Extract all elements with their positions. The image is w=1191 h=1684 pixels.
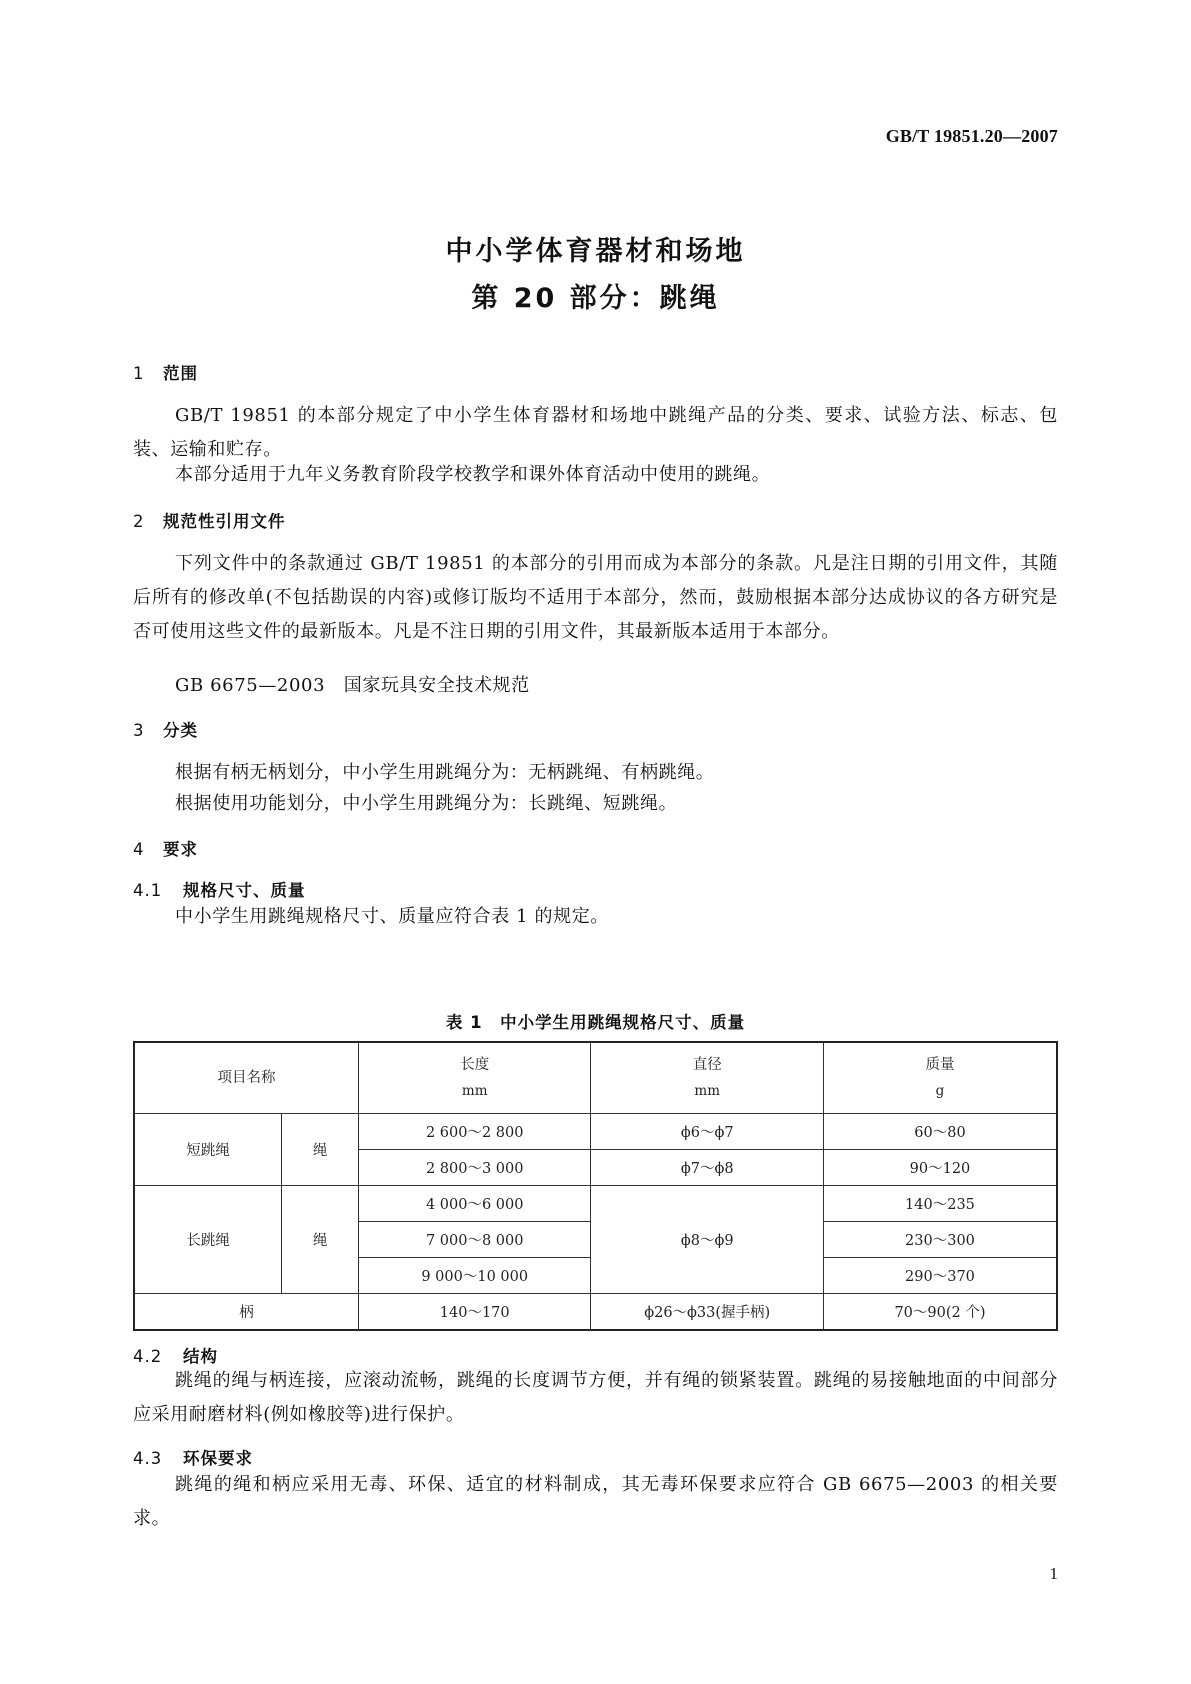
table-cell-mass: 90～120 — [823, 1150, 1057, 1186]
header-mass-label: 质量 — [925, 1057, 955, 1073]
section-number: 4.2 — [133, 1347, 163, 1366]
table-cell-length: 2 800～3 000 — [358, 1150, 590, 1186]
section-number: 3 — [133, 721, 145, 740]
section-3-paragraph-2: 根据使用功能划分，中小学生用跳绳分为：长跳绳、短跳绳。 — [175, 793, 678, 814]
table-cell-length: 2 600～2 800 — [358, 1114, 590, 1150]
table-cell-mass: 290～370 — [823, 1258, 1057, 1294]
header-diameter-label: 直径 — [692, 1057, 722, 1073]
table-cell-length: 7 000～8 000 — [358, 1222, 590, 1258]
header-mass-unit: g — [935, 1083, 945, 1099]
section-4-2-paragraph: 跳绳的绳与柄连接，应滚动流畅，跳绳的长度调节方便，并有绳的锁紧装置。跳绳的易接触地面的中间部分应采用耐磨材料(例如橡胶等)进行保护。 — [133, 1370, 1058, 1425]
header-diameter — [591, 1042, 824, 1114]
section-title: 规格尺寸、质量 — [183, 881, 306, 900]
page-number: 1 — [1049, 1564, 1058, 1583]
handle-name: 柄 — [134, 1294, 358, 1331]
section-1-paragraph-2: 本部分适用于九年义务教育阶段学校教学和课外体育活动中使用的跳绳。 — [175, 464, 771, 485]
section-4-3-heading — [133, 1445, 253, 1469]
table-row — [134, 1114, 1057, 1150]
section-title: 环保要求 — [183, 1449, 253, 1468]
section-4-3-paragraph: 跳绳的绳和柄应采用无毒、环保、适宜的材料制成，其无毒环保要求应符合 GB 6675—2003 的相关要求。 — [133, 1474, 1058, 1529]
header-mass — [823, 1042, 1057, 1114]
header-length-unit: mm — [461, 1083, 488, 1099]
section-3-heading — [133, 717, 198, 741]
section-title: 要求 — [163, 840, 198, 859]
table-row — [134, 1186, 1057, 1222]
header-length-label: 长度 — [460, 1057, 490, 1073]
section-title: 分类 — [163, 721, 198, 740]
table-cell-length: 140～170 — [358, 1294, 590, 1331]
table-cell-length: 4 000～6 000 — [358, 1186, 590, 1222]
table-cell-mass: 140～235 — [823, 1186, 1057, 1222]
long-rope-name: 长跳绳 — [134, 1186, 282, 1294]
table-cell-mass: 230～300 — [823, 1222, 1057, 1258]
table-cell-diameter: ϕ26～ϕ33(握手柄) — [591, 1294, 824, 1331]
header-length — [358, 1042, 590, 1114]
normative-reference: GB 6675—2003 国家玩具安全技术规范 — [175, 675, 530, 696]
table-cell-mass: 60～80 — [823, 1114, 1057, 1150]
short-rope-part: 绳 — [282, 1114, 359, 1186]
section-3-paragraph-1: 根据有柄无柄划分，中小学生用跳绳分为：无柄跳绳、有柄跳绳。 — [175, 762, 715, 783]
section-4-1-paragraph: 中小学生用跳绳规格尺寸、质量应符合表 1 的规定。 — [175, 906, 609, 927]
section-4-heading — [133, 836, 198, 860]
table-row-handle — [134, 1294, 1057, 1331]
section-title: 范围 — [163, 364, 198, 383]
section-2-heading — [133, 508, 286, 532]
section-title: 结构 — [183, 1347, 218, 1366]
section-1-heading — [133, 360, 198, 384]
table-cell-diameter: ϕ7～ϕ8 — [591, 1150, 824, 1186]
long-rope-diameter: ϕ8～ϕ9 — [591, 1186, 824, 1294]
standard-code: GB/T 19851.20—2007 — [885, 126, 1058, 146]
section-title: 规范性引用文件 — [163, 512, 286, 531]
table-cell-diameter: ϕ6～ϕ7 — [591, 1114, 824, 1150]
document-subtitle: 第 20 部分：跳绳 — [471, 283, 720, 314]
section-4-1-heading — [133, 877, 306, 901]
long-rope-part: 绳 — [282, 1186, 359, 1294]
table-header-row — [134, 1042, 1057, 1114]
table-cell-mass: 70～90(2 个) — [823, 1294, 1057, 1331]
section-number: 2 — [133, 512, 145, 531]
section-1-paragraph-1: GB/T 19851 的本部分规定了中小学生体育器材和场地中跳绳产品的分类、要求、试验方法、标志、包装、运输和贮存。 — [133, 405, 1058, 460]
table-caption: 表 1 中小学生用跳绳规格尺寸、质量 — [445, 1013, 746, 1032]
section-number: 4.1 — [133, 881, 163, 900]
header-item-name: 项目名称 — [134, 1042, 358, 1114]
table-cell-length: 9 000～10 000 — [358, 1258, 590, 1294]
header-diameter-unit: mm — [694, 1083, 721, 1099]
section-2-paragraph-1: 下列文件中的条款通过 GB/T 19851 的本部分的引用而成为本部分的条款。凡是注日期的引用文件，其随后所有的修改单(不包括勘误的内容)或修订版均不适用于本部分，然而，鼓励根据本部分达成协议的各方研究是否可使用这些文件的最新版本。凡是不注日期的引用文件，其最新版本适用于本部分。 — [133, 553, 1058, 642]
short-rope-name: 短跳绳 — [134, 1114, 282, 1186]
section-number: 4 — [133, 840, 145, 859]
section-number: 1 — [133, 364, 145, 383]
spec-table — [133, 1041, 1058, 1331]
document-title: 中小学体育器材和场地 — [445, 236, 746, 267]
section-number: 4.3 — [133, 1449, 163, 1468]
